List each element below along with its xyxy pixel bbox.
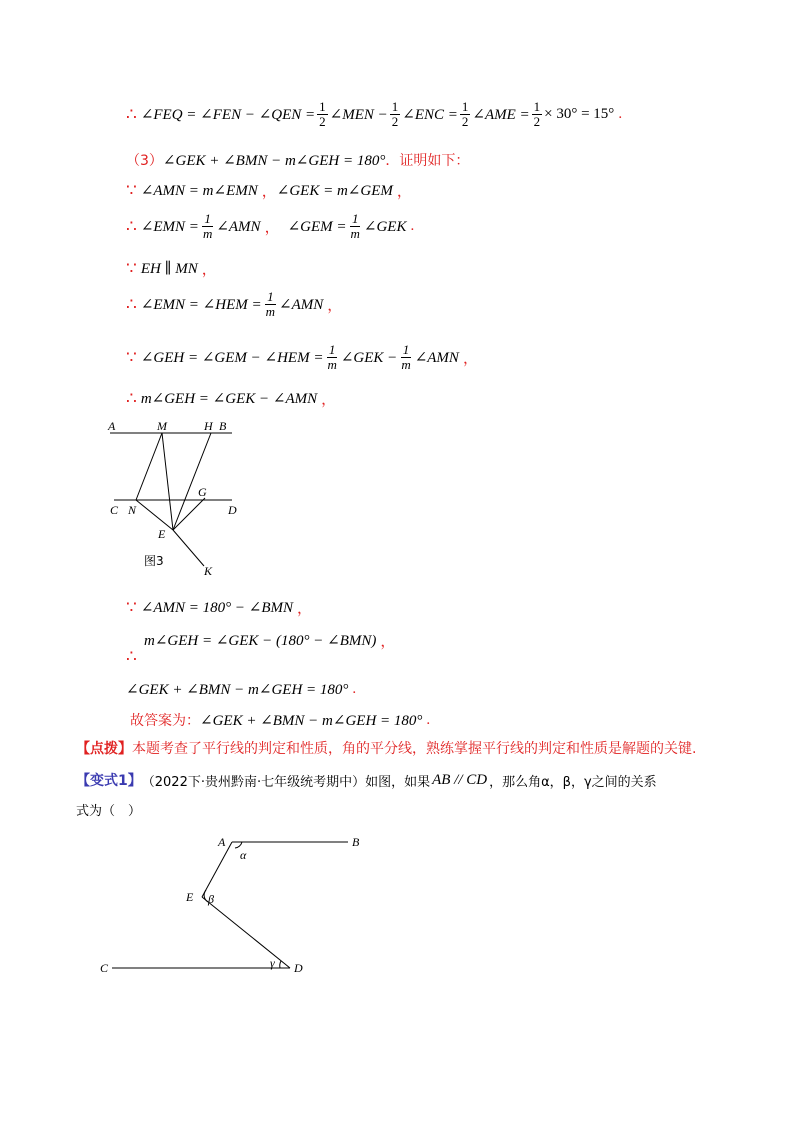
proof-intro: ．证明如下： — [385, 153, 470, 169]
proof-line-8 — [126, 388, 336, 409]
variant-text: （2022下·贵州黔南·七年级统考期中）如图，如果 — [141, 774, 431, 790]
therefore-symbol: ∴ — [126, 647, 137, 667]
expression: ∠AMN — [414, 350, 459, 366]
variant-expression: AB // CD — [432, 771, 488, 788]
expression: ∠AMN — [216, 219, 261, 235]
expression: m∠GEH = ∠GEK − ∠AMN — [140, 391, 318, 407]
expression: ∠GEK + ∠BMN − m∠GEH = 180° — [162, 152, 386, 169]
expression: ∠AME = — [472, 107, 530, 123]
therefore-symbol: ∴ — [126, 104, 137, 125]
punctuation: ， — [380, 634, 396, 650]
label-A: A — [218, 835, 226, 849]
therefore-symbol: ∴ — [126, 294, 137, 315]
label-B: B — [352, 835, 360, 849]
expression: ∠GEK = m∠GEM — [276, 183, 393, 199]
figure-caption: 图3 — [144, 554, 164, 568]
note-text: 本题考查了平行线的判定和性质，角的平分线，熟练掌握平行线的判定和性质是解题的关键. — [132, 741, 697, 757]
fraction: $\frac{1}{m}$ — [401, 342, 411, 372]
punctuation: ， — [327, 298, 343, 314]
label-N: N — [128, 503, 137, 517]
label-K: K — [204, 564, 213, 578]
variant-line — [76, 770, 657, 790]
label-C: C — [100, 961, 109, 975]
answer-line — [130, 710, 430, 730]
proof-line-10 — [126, 630, 395, 667]
punctuation: ， — [396, 184, 412, 200]
punctuation: . — [352, 681, 357, 697]
because-symbol: ∵ — [126, 258, 137, 279]
expression: ∠FEQ = ∠FEN − ∠QEN = — [140, 107, 316, 123]
label-E: E — [158, 527, 166, 541]
label-A: A — [108, 419, 116, 433]
label-H: H — [204, 419, 213, 433]
punctuation: ， — [264, 220, 280, 236]
expression: ∠AMN = 180° − ∠BMN — [140, 600, 294, 616]
label-alpha: α — [240, 848, 247, 862]
fraction: $\frac{1}{2}$ — [319, 99, 326, 129]
therefore-symbol: ∴ — [126, 216, 137, 237]
label-E: E — [186, 890, 194, 904]
variant-text-2: ，那么角α，β，γ之间的关系 — [489, 774, 657, 790]
expression: ∠GEK + ∠BMN − m∠GEH = 180° — [126, 682, 349, 698]
fraction: $\frac{1}{2}$ — [461, 99, 469, 129]
label-D: D — [294, 961, 303, 975]
proof-line-5 — [126, 258, 217, 279]
punctuation: ， — [321, 392, 337, 408]
punctuation: ， — [462, 351, 478, 367]
punctuation: ， — [297, 601, 313, 617]
figure-parallel-lines-diagram — [90, 826, 390, 991]
because-symbol: ∵ — [126, 347, 137, 368]
label-gamma: γ — [270, 956, 275, 970]
proof-line-3 — [126, 180, 412, 201]
expression: EH ∥ MN — [140, 261, 198, 277]
punctuation: . — [426, 711, 431, 728]
fraction: $\frac{1}{m}$ — [350, 211, 360, 241]
expression: ∠ENC = — [402, 107, 458, 123]
proof-line-1 — [126, 100, 622, 129]
note-tag: 【点拨】 — [76, 741, 132, 757]
proof-line-2 — [126, 150, 469, 170]
fraction: $\frac{1}{m}$ — [327, 342, 337, 372]
punctuation: ， — [261, 184, 277, 200]
fraction: $\frac{1}{m}$ — [265, 289, 276, 319]
expression: ∠AMN — [279, 297, 324, 313]
expression: ∠MEN − — [329, 107, 388, 123]
fraction: $\frac{1}{2}$ — [533, 99, 541, 129]
expression: ∠GEH = ∠GEM − ∠HEM = — [140, 350, 324, 366]
punctuation: . — [618, 106, 623, 122]
because-symbol: ∵ — [126, 180, 137, 201]
punctuation: ， — [201, 262, 217, 278]
fraction: $\frac{1}{2}$ — [391, 99, 399, 129]
variant-text-3: 式为（ ） — [76, 804, 142, 819]
proof-line-7 — [126, 343, 478, 372]
proof-line-9 — [126, 597, 312, 618]
figure-3-diagram — [100, 418, 250, 588]
label-M: M — [157, 419, 167, 433]
expression: m∠GEH = ∠GEK − (180° − ∠BMN) — [144, 633, 377, 649]
proof-line-6 — [126, 290, 342, 319]
answer-label: 故答案为： — [130, 713, 200, 729]
expression: ∠GEM = — [287, 219, 347, 235]
variant-line-2 — [76, 800, 141, 819]
expression: × 30° = 15° — [544, 106, 615, 122]
label-G: G — [198, 485, 207, 499]
therefore-symbol: ∴ — [126, 388, 137, 409]
label-B: B — [219, 419, 227, 433]
expression: ∠GEK — [363, 219, 407, 235]
fraction: $\frac{1}{m}$ — [202, 211, 213, 241]
expression: ∠AMN = m∠EMN — [140, 183, 258, 199]
part-label: （3） — [126, 153, 163, 169]
label-beta: β — [208, 892, 214, 906]
label-C: C — [110, 503, 119, 517]
variant-tag: 【变式1】 — [76, 773, 142, 789]
expression: ∠EMN = ∠HEM = — [140, 297, 262, 313]
proof-line-4 — [126, 212, 414, 241]
punctuation: . — [410, 218, 415, 234]
proof-line-11 — [126, 680, 356, 699]
note-line — [76, 738, 696, 758]
because-symbol: ∵ — [126, 597, 137, 618]
expression: ∠GEK − — [340, 350, 398, 366]
expression: ∠EMN = — [140, 219, 199, 235]
answer-expression: ∠GEK + ∠BMN − m∠GEH = 180° — [200, 712, 423, 729]
label-D: D — [228, 503, 237, 517]
